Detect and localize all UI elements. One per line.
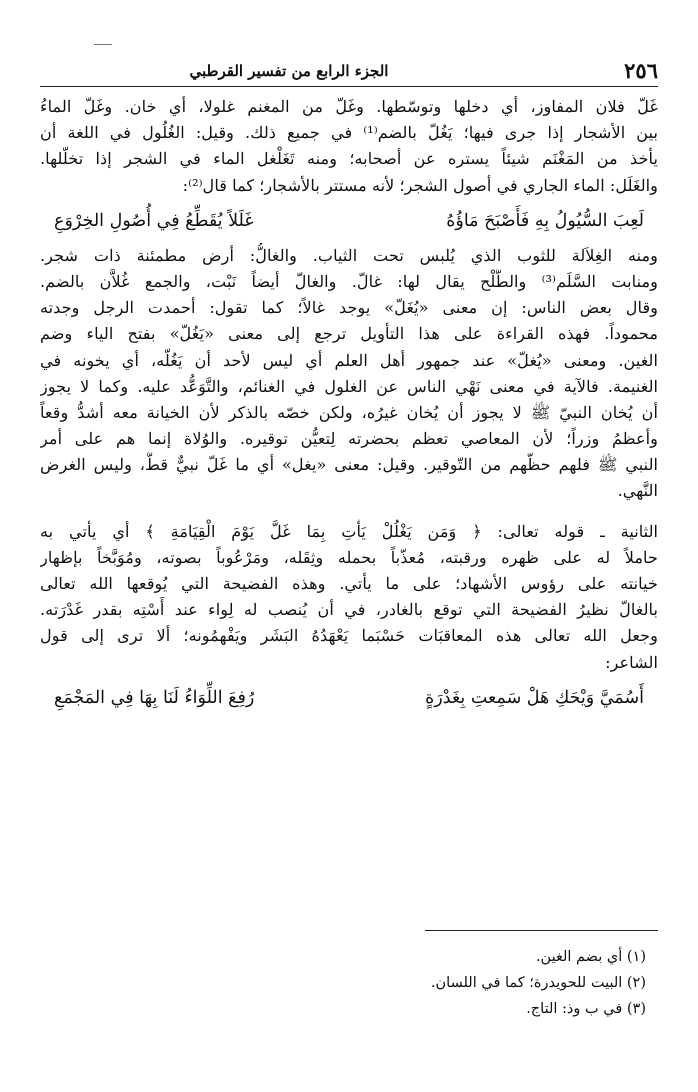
text-line: الثانية ـ قوله تعالى: ﴿ وَمَن يَغْلُلْ يَأْتِ بِمَا غَلَّ يَوْمَ الْقِيَامَةِ ﴾ أي يأتي به bbox=[40, 521, 658, 541]
poetry-verse-2 bbox=[40, 676, 658, 720]
text-line: الغين. ومعنى «يُغلّ» عند جمهور أهل العلم أي ليس لأحد أن يَغُلّه، أي يخونه في bbox=[40, 350, 658, 370]
text-line: بين الأشجار إذا جرى فيها؛ يَغُلّ بالضم⁽¹⁾ في جميع ذلك. وقيل: الغُلُول في اللغة أن bbox=[40, 123, 658, 143]
verse-first-hemistich: لَعِبَ السُّيُولُ بِهِ فَأَصْبَحَ مَاؤُهُ bbox=[446, 210, 644, 231]
footnote-rule bbox=[425, 930, 658, 931]
footnote-3: (٣) في ب وذ: التاج. bbox=[526, 1001, 646, 1017]
running-header bbox=[40, 58, 658, 86]
text-line: ومنابت السَّلَم⁽³⁾ والطَّلْح يقال لها: غالّ. والغالّ أيضاً نَبْت، والجمع غُلاَّن بالضم. bbox=[40, 271, 658, 291]
text-line: أن يُخان النبيّ ﷺ لا يجوز أن يُخان غيرُه، ولكن خصّه بالذكر لأن الخيانة معه أشدُّ وقعاً bbox=[40, 402, 658, 422]
footnote-1: (١) أي بضم الغين. bbox=[535, 949, 646, 965]
text-line: غَلّ فلان المفاوز، أي دخلها وتوسّطها. وغَلّ من المغنم غلولا، أي خان. وغَلّ الماءُ bbox=[40, 97, 658, 116]
text-line: وأعظمُ وزراً؛ لأن المعاصي تعظم بحضرته لِتعيُّن توقيره. والوُلاة إنما هم على أمر bbox=[40, 429, 658, 449]
paragraph-3 bbox=[40, 519, 658, 676]
text-line: الشاعر: bbox=[605, 652, 658, 672]
text-line: حاملاً له على ظهره ورقبته، مُعذّباً بحمله وثِقَله، ومَرْعُوباً بصوته، ومُوَبَّخاً بإظهار bbox=[40, 547, 658, 567]
paragraph-2 bbox=[40, 243, 658, 505]
text-line: محموداً. فهذه القراءة على هذا التأويل ترجع إلى معنى «يَغُلّ» بفتح الياء وضم bbox=[40, 324, 658, 344]
text-line: يأخذ من المَغْنَم شيئاً يستره عن أصحابه؛ ومنه تَغَلْغل الماء في الشجر إذا تخلّلها. bbox=[40, 149, 658, 169]
verse-first-hemistich: أَسُمَيَّ وَيْحَكِ هَلْ سَمِعتِ بِغَدْرَةٍ bbox=[425, 687, 644, 708]
text-line: وقال بعض الناس: إن معنى «يُغَلّ» يوجد غالاً؛ كما تقول: أحمدت الرجل وجدته bbox=[40, 298, 658, 318]
header-ornament-line bbox=[94, 44, 112, 45]
poetry-verse-1 bbox=[40, 199, 658, 243]
text-line: والغَلَل: الماء الجاري في أصول الشجر؛ لأنه مستتر بالأشجار؛ كما قال⁽²⁾: bbox=[182, 175, 658, 195]
text-line: ومنه الغِلاَلة للثوب الذي يُلبس تحت الثياب. والغالُّ: أرض مطمئنة ذات شجر. bbox=[40, 245, 658, 265]
text-line: النبي ﷺ فلهم حظّهم من التّوقير. وقيل: معنى «يغل» أي ما غَلّ نبيٌّ قطُّ، وليس الغرض bbox=[40, 455, 658, 475]
text-line: الغنيمة. فالآية في معنى نَهْي الناس عن الغلول في الغنائم، والتَّوَعُّد عليه. وكما لا يجوز bbox=[40, 376, 658, 396]
running-title: الجزء الرابع من تفسير القرطبي bbox=[189, 62, 389, 80]
footnote-2: (٢) البيت للحويدرة؛ كما في اللسان. bbox=[430, 975, 646, 991]
verse-second-hemistich: رُفِعَ اللِّوَاءُ لَنَا بِهَا فِي المَجْمَعِ bbox=[54, 687, 255, 708]
verse-second-hemistich: غَلَلاً يُقَطِّعُ فِي أُصُولِ الخِرْوَعِ bbox=[54, 210, 254, 231]
text-line: وجعل الله تعالى هذه المعاقبَات حَسْبَما يَعْهَدُهُ البَشَر ويَفْهمُونه؛ ألا ترى إلى قول bbox=[40, 626, 658, 646]
page-number: ٢٥٦ bbox=[624, 58, 658, 83]
header-rule bbox=[40, 86, 658, 87]
footnotes bbox=[246, 944, 646, 1022]
main-text bbox=[40, 94, 658, 720]
text-line: بالغالّ نظيرُ الفضيحة التي توقع بالغادر، في أن يُنصب له لِواء عند أَسْتِه بقدر غَدْرَته. bbox=[40, 600, 658, 620]
text-line: النَّهي. bbox=[617, 481, 658, 501]
text-line: خيانته على رؤوس الأشهاد؛ على ما يأتي. وهذه الفضيحة التي يُوقعها الله تعالى bbox=[40, 574, 658, 593]
paragraph-1 bbox=[40, 94, 658, 199]
